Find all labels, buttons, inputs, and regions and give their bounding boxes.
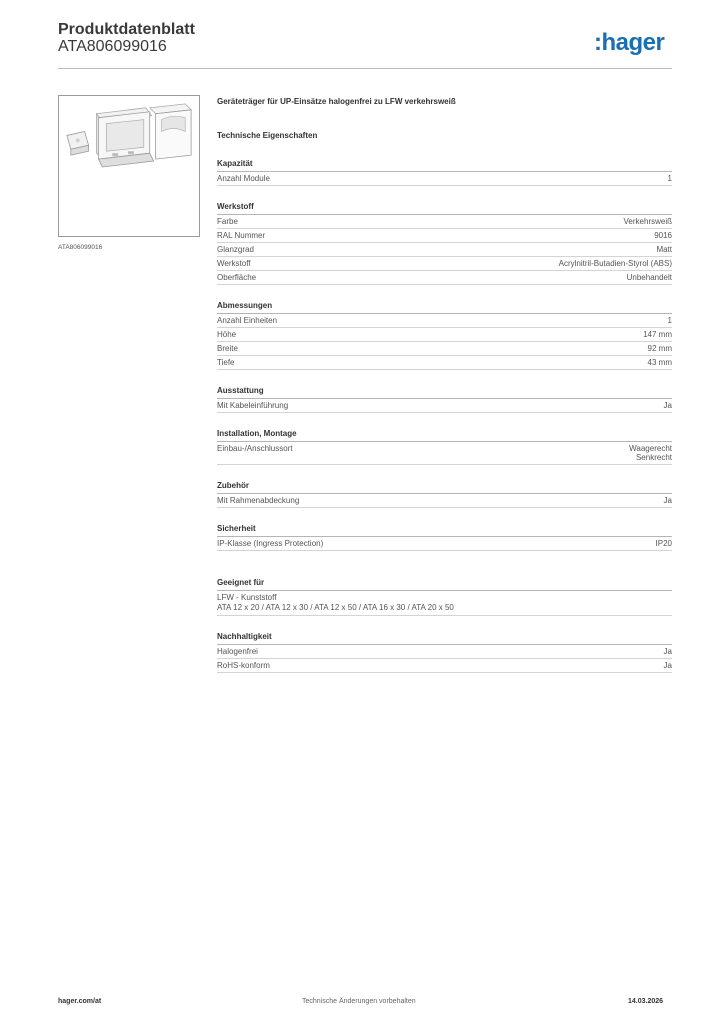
spec-row xyxy=(217,328,672,342)
spec-row xyxy=(217,342,672,356)
image-caption: ATA806099016 xyxy=(58,244,103,251)
section-title: Sicherheit xyxy=(217,524,672,537)
spec-label: Anzahl Module xyxy=(217,174,270,183)
section-zubehoer xyxy=(217,481,672,508)
spec-label: Oberfläche xyxy=(217,273,257,282)
spec-row xyxy=(217,494,672,508)
spec-value: Ja xyxy=(663,647,672,656)
spec-row xyxy=(217,314,672,328)
spec-row xyxy=(217,229,672,243)
spec-value: 1 xyxy=(667,174,672,183)
spec-label: RoHS-konform xyxy=(217,661,270,670)
spec-label: Tiefe xyxy=(217,358,235,367)
footer-website-link[interactable]: hager.com/at xyxy=(58,998,102,1005)
spec-value xyxy=(629,444,672,462)
product-image xyxy=(58,95,200,237)
spec-value: Acrylnitril-Butadien-Styrol (ABS) xyxy=(558,259,672,268)
hager-logo xyxy=(594,26,674,58)
spec-value-line: Waagerecht xyxy=(629,444,672,453)
section-werkstoff xyxy=(217,202,672,285)
section-title: Werkstoff xyxy=(217,202,672,215)
product-illustration xyxy=(59,96,199,236)
spec-value: Unbehandelt xyxy=(626,273,672,282)
product-description: Geräteträger für UP-Einsätze halogenfrei zu LFW verkehrsweiß xyxy=(217,97,456,106)
compatibility-line: ATA 12 x 20 / ATA 12 x 30 / ATA 12 x 50 / ATA 16 x 30 / ATA 20 x 50 xyxy=(217,603,454,612)
section-title: Zubehör xyxy=(217,481,672,494)
spec-label: Breite xyxy=(217,344,238,353)
spec-row xyxy=(217,257,672,271)
spec-label: Höhe xyxy=(217,330,237,339)
section-title: Installation, Montage xyxy=(217,429,672,442)
spec-value: Ja xyxy=(663,661,672,670)
section-title: Geeignet für xyxy=(217,578,672,591)
spec-row xyxy=(217,356,672,370)
spec-value: Ja xyxy=(663,496,672,505)
section-geeignet xyxy=(217,578,672,616)
spec-row xyxy=(217,399,672,413)
section-abmessungen xyxy=(217,301,672,370)
spec-value: Matt xyxy=(656,245,672,254)
section-title: Kapazität xyxy=(217,159,672,172)
spec-value: Verkehrsweiß xyxy=(623,217,672,226)
section-title: Nachhaltigkeit xyxy=(217,632,672,645)
section-installation xyxy=(217,429,672,465)
spec-label: Farbe xyxy=(217,217,238,226)
spec-label: IP-Klasse (Ingress Protection) xyxy=(217,539,324,548)
spec-row xyxy=(217,645,672,659)
header-divider xyxy=(58,68,672,69)
spec-value: 9016 xyxy=(654,231,672,240)
section-title: Ausstattung xyxy=(217,386,672,399)
spec-label: Halogenfrei xyxy=(217,647,258,656)
section-nachhaltigkeit xyxy=(217,632,672,673)
spec-label: Anzahl Einheiten xyxy=(217,316,278,325)
section-kapazitaet xyxy=(217,159,672,186)
spec-label: RAL Nummer xyxy=(217,231,266,240)
spec-label: Mit Kabeleinführung xyxy=(217,401,289,410)
spec-value: Ja xyxy=(663,401,672,410)
section-ausstattung xyxy=(217,386,672,413)
section-sicherheit xyxy=(217,524,672,551)
spec-label: Glanzgrad xyxy=(217,245,254,254)
specification-content xyxy=(217,97,672,673)
spec-value: IP20 xyxy=(655,539,672,548)
technical-properties-heading: Technische Eigenschaften xyxy=(217,131,318,140)
spec-value: 43 mm xyxy=(647,358,672,367)
spec-row xyxy=(217,243,672,257)
spec-row xyxy=(217,215,672,229)
spec-label: Werkstoff xyxy=(217,259,251,268)
page-title: Produktdatenblatt xyxy=(58,21,195,38)
spec-value: 147 mm xyxy=(643,330,672,339)
section-title: Abmessungen xyxy=(217,301,672,314)
compatibility-line: LFW - Kunststoff xyxy=(217,593,277,602)
spec-value: 92 mm xyxy=(647,344,672,353)
spec-label: Mit Rahmenabdeckung xyxy=(217,496,300,505)
spec-row xyxy=(217,172,672,186)
spec-row xyxy=(217,659,672,673)
article-number: ATA806099016 xyxy=(58,38,167,55)
footer-date: 14.03.2026 xyxy=(628,998,664,1005)
spec-value-line: Senkrecht xyxy=(635,453,672,462)
spec-row xyxy=(217,271,672,285)
spec-row xyxy=(217,442,672,465)
compatibility-block xyxy=(217,591,672,616)
spec-label: Einbau-/Anschlussort xyxy=(217,444,293,453)
spec-value: 1 xyxy=(667,316,672,325)
hager-logo-text: :hager xyxy=(594,29,665,56)
footer-note: Technische Änderungen vorbehalten xyxy=(302,998,416,1005)
spec-row xyxy=(217,537,672,551)
